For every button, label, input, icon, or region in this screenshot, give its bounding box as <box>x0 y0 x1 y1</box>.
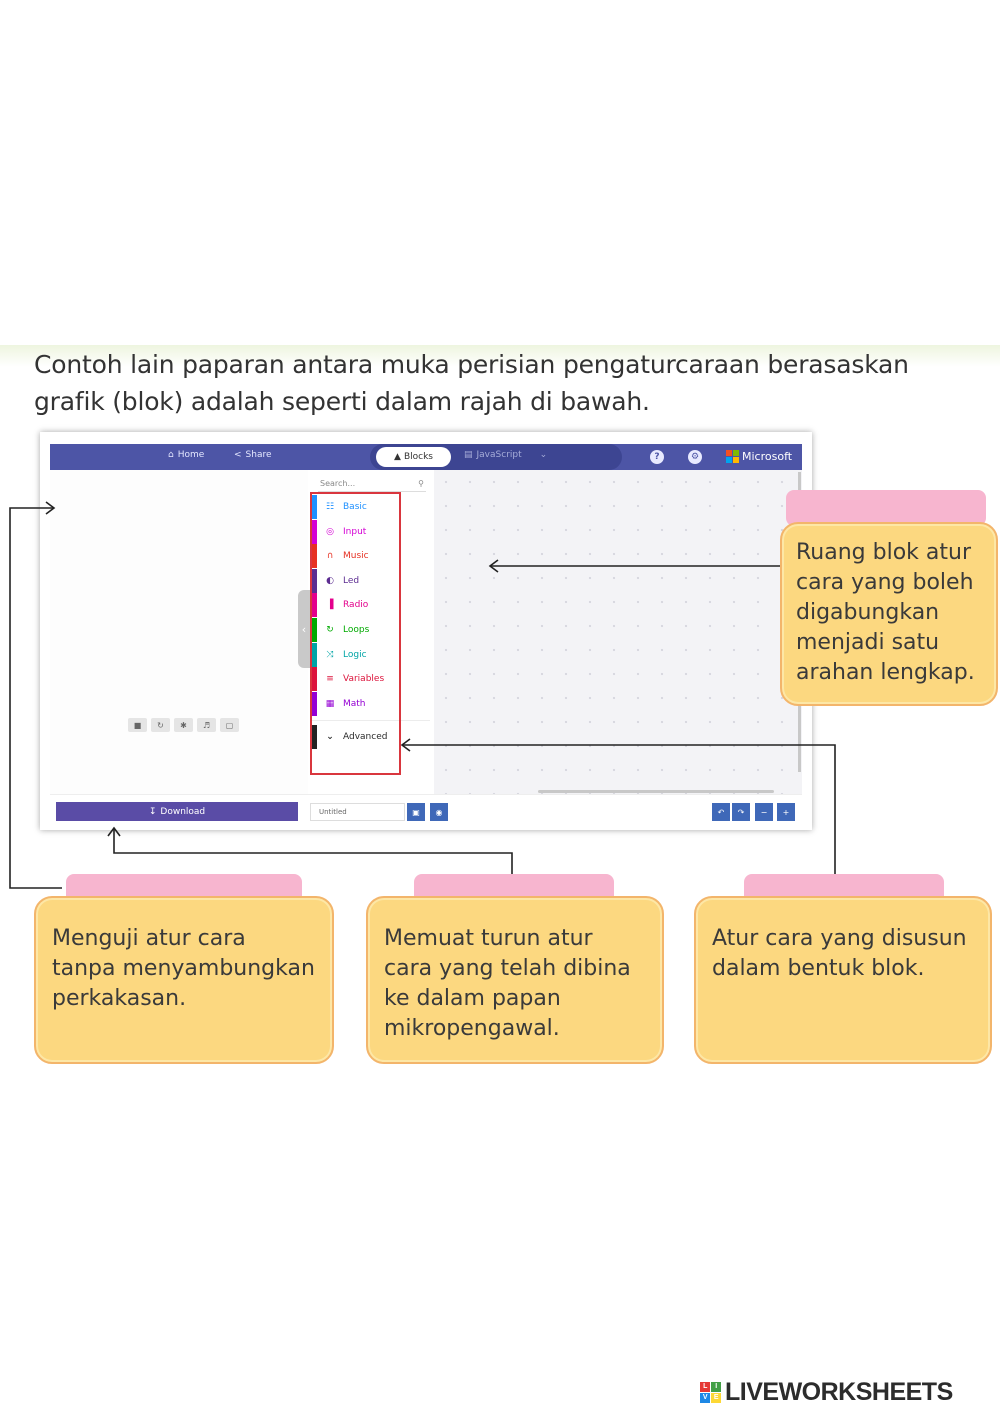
callout-workspace: Ruang blok atur cara yang boleh digabungkan menjadi satu arahan lengkap. <box>780 522 998 706</box>
toggle-icon: ◐ <box>326 575 334 586</box>
project-name-input[interactable]: Untitled <box>310 803 405 821</box>
slowmo-icon[interactable]: ✱ <box>174 718 193 732</box>
category-basic[interactable]: ☷ Basic <box>312 495 400 519</box>
liveworksheets-logo-icon: L I V E <box>700 1382 721 1403</box>
undo-icon[interactable]: ↶ <box>712 803 730 821</box>
home-icon: ⌂ <box>168 450 174 460</box>
callout-simulator: Menguji atur cara tanpa menyambungkan perkakasan. <box>34 896 334 1064</box>
callout-blocks: Atur cara yang disusun dalam bentuk blok. <box>694 896 992 1064</box>
callout-download: Memuat turun atur cara yang telah dibina ke dalam papan mikropengawal. <box>366 896 664 1064</box>
gear-icon[interactable]: ⚙ <box>688 450 702 464</box>
download-arrow <box>114 828 512 874</box>
home-nav[interactable]: ⌂ Home <box>168 450 205 460</box>
chevron-left-icon: ‹ <box>301 622 307 636</box>
signal-icon: ▐ <box>326 600 334 611</box>
category-logic[interactable]: ⤨ Logic <box>312 643 400 667</box>
save-icon[interactable]: ▣ <box>407 803 425 821</box>
chevron-down-icon: ⌄ <box>326 732 334 742</box>
sound-icon[interactable]: ♬ <box>197 718 216 732</box>
stop-icon[interactable]: ■ <box>128 718 147 732</box>
grid-icon: ☷ <box>325 502 335 512</box>
download-icon: ↧ <box>148 806 157 817</box>
search-input[interactable]: Search... ⚲ <box>318 476 426 492</box>
headphones-icon: ∩ <box>326 551 334 562</box>
zoom-out-icon[interactable]: − <box>755 803 773 821</box>
chevron-down-icon: ⌄ <box>539 450 548 460</box>
category-math[interactable]: ▦ Math <box>312 692 400 716</box>
calculator-icon: ▦ <box>325 698 335 709</box>
lines-icon: ≡ <box>326 674 334 685</box>
code-icon: ▤ <box>464 450 473 460</box>
share-nav[interactable]: < Share <box>234 450 272 460</box>
category-radio[interactable]: ▐ Radio <box>312 593 400 617</box>
share-icon: < <box>234 450 242 460</box>
tab-blocks[interactable]: ▲ Blocks <box>376 447 451 467</box>
tab-javascript[interactable]: ▤ JavaScript ⌄ <box>464 450 548 460</box>
fullscreen-icon[interactable]: ▢ <box>220 718 239 732</box>
intro-text: Contoh lain paparan antara muka perisian pengaturcaraan berasaskan grafik (blok) adalah seperti dalam rajah di bawah. <box>34 350 909 416</box>
microsoft-brand: Microsoft <box>726 450 792 463</box>
simulator-arrow <box>10 508 62 888</box>
shuffle-icon: ⤨ <box>326 649 334 660</box>
loop-icon: ↻ <box>326 625 334 635</box>
search-icon: ⚲ <box>418 479 424 488</box>
download-button[interactable]: ↧ Download <box>56 802 298 821</box>
blocks-arrow <box>402 745 835 874</box>
zoom-in-icon[interactable]: + <box>777 803 795 821</box>
category-input[interactable]: ◎ Input <box>312 520 400 544</box>
redo-icon[interactable]: ↷ <box>732 803 750 821</box>
category-advanced[interactable]: ⌄ Advanced <box>312 725 400 749</box>
category-variables[interactable]: ≡ Variables <box>312 667 400 691</box>
callout-tag-workspace <box>786 490 986 526</box>
liveworksheets-brand[interactable]: L I V E LIVEWORKSHEETS <box>700 1378 953 1407</box>
restart-icon[interactable]: ↻ <box>151 718 170 732</box>
help-icon[interactable]: ? <box>650 450 664 464</box>
category-loops[interactable]: ↻ Loops <box>312 618 400 642</box>
target-icon: ◎ <box>326 526 334 537</box>
category-led[interactable]: ◐ Led <box>312 569 400 593</box>
github-icon[interactable]: ◉ <box>430 803 448 821</box>
blocks-icon: ▲ <box>394 452 401 462</box>
category-music[interactable]: ∩ Music <box>312 544 400 568</box>
